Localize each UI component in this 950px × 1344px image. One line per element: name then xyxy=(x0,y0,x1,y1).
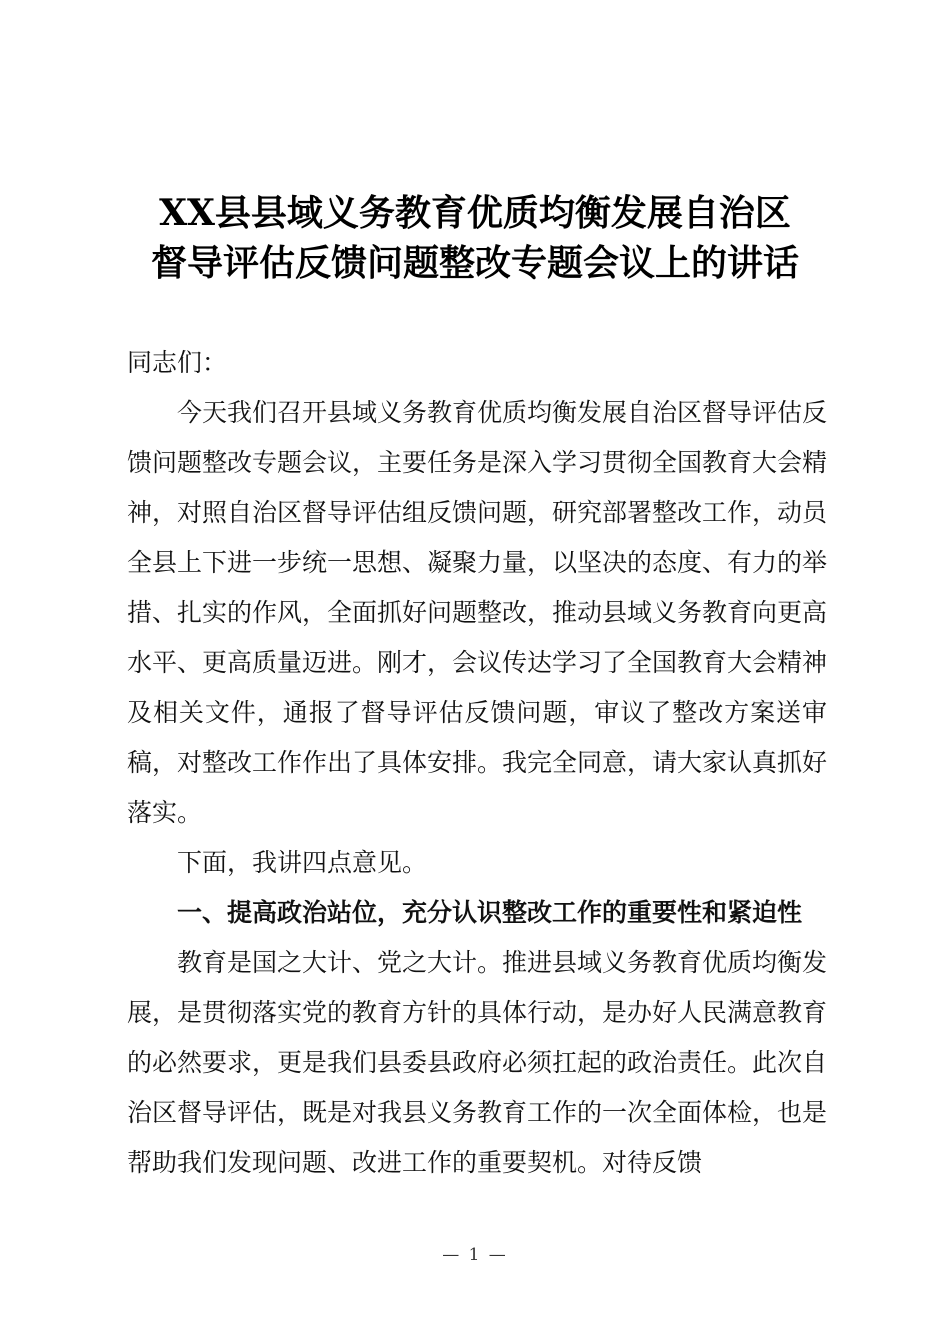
paragraph-section-1: 教育是国之大计、党之大计。推进县域义务教育优质均衡发展，是贯彻落实党的教育方针的具体行动，是办好人民满意教育的必然要求，更是我们县委县政府必须扛起的政治责任。此次自治区督导评估，既是对我县义务教育工作的一次全面体检，也是帮助我们发现问题、改进工作的重要契机。对待反馈 xyxy=(127,948,828,1177)
document-title-line-2: 督导评估反馈问题整改专题会议上的讲话 xyxy=(150,242,799,284)
paragraph-opening: 今天我们召开县域义务教育优质均衡发展自治区督导评估反馈问题整改专题会议，主要任务是深入学习贯彻全国教育大会精神，对照自治区督导评估组反馈问题，研究部署整改工作，动员全县上下进一步统一思想、凝聚力量，以坚决的态度、有力的举措、扎实的作风，全面抓好问题整改，推动县域义务教育向更高水平、更高质量迈进。刚才，会议传达学习了全国教育大会精神及相关文件，通报了督导评估反馈问题，审议了整改方案送审稿，对整改工作作出了具体安排。我完全同意，请大家认真抓好落实。 xyxy=(127,398,828,827)
salutation: 同志们： xyxy=(127,348,228,377)
paragraph-outline: 下面，我讲四点意见。 xyxy=(177,848,428,877)
section-heading-1: 一、提高政治站位，充分认识整改工作的重要性和紧迫性 xyxy=(177,898,803,927)
document-title-line-1: XX县县域义务教育优质均衡发展自治区 xyxy=(159,192,791,234)
page-number: — 1 — xyxy=(442,1245,508,1265)
